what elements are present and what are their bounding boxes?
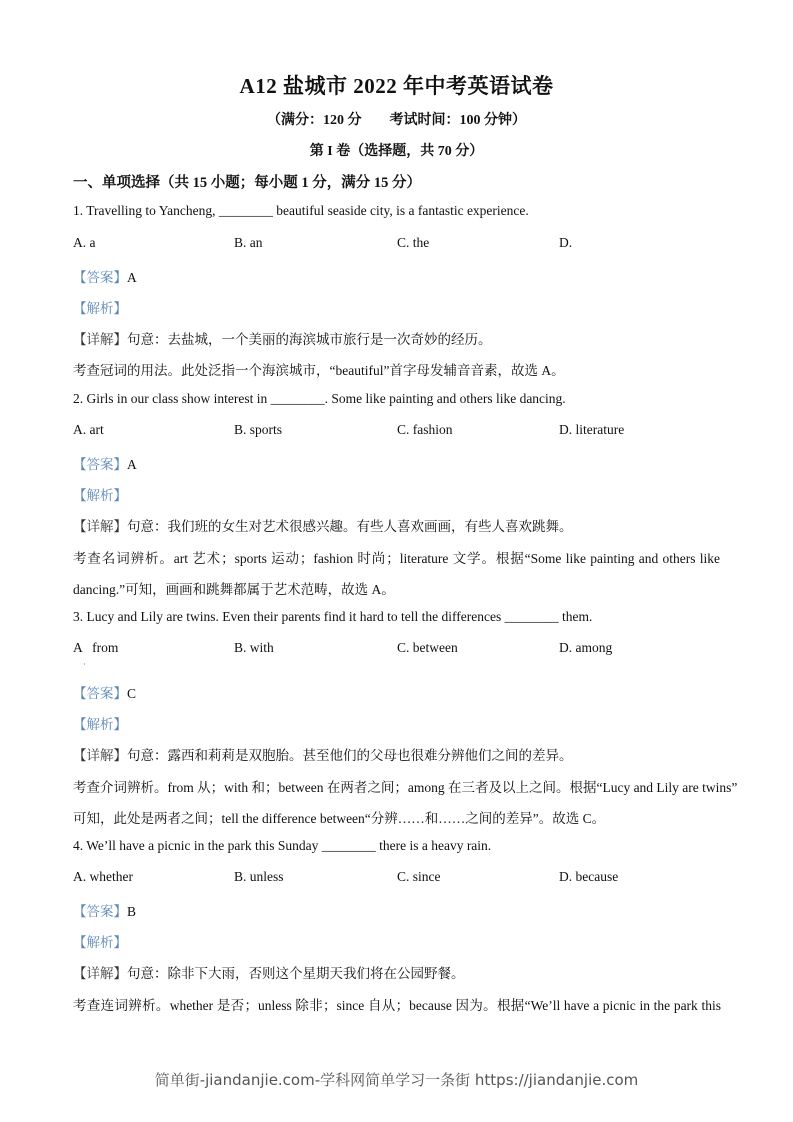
detail-text: 句意：去盐城，一个美丽的海滨城市旅行是一次奇妙的经历。 bbox=[127, 332, 492, 347]
question-1-detail bbox=[73, 328, 492, 348]
option-d: D. among bbox=[559, 640, 613, 655]
option-a: A. art bbox=[73, 422, 104, 437]
question-2-stem: 2. Girls in our class show interest in ________. Some like painting and others like dancing. bbox=[73, 391, 566, 406]
explanation-text: 考查介词辨析。from 从；with 和；between 在两者之间；among 在三者及以上之间。根据“Lucy and Lily are twins” bbox=[73, 780, 738, 795]
question-4-answer bbox=[73, 900, 136, 920]
question-2-answer bbox=[73, 453, 137, 473]
part-heading: 第 I 卷（选择题，共 70 分） bbox=[309, 144, 484, 159]
page-title: A12 盐城市 2022 年中考英语试卷 bbox=[239, 74, 554, 98]
exam-time: 考试时间：100 分钟） bbox=[389, 113, 526, 128]
stray-dot: · bbox=[83, 660, 86, 669]
option-d: D. literature bbox=[559, 422, 625, 437]
question-2-detail bbox=[73, 515, 573, 535]
detail-label: 【详解】 bbox=[73, 519, 127, 534]
section-heading: 一、单项选择（共 15 小题；每小题 1 分，满分 15 分） bbox=[73, 175, 421, 191]
answer-label: 【答案】 bbox=[73, 904, 127, 919]
question-1-stem: 1. Travelling to Yancheng, ________ beautiful seaside city, is a fantastic experience. bbox=[73, 203, 529, 218]
option-b: B. unless bbox=[234, 869, 284, 884]
question-3-answer bbox=[73, 682, 136, 702]
detail-text: 句意：露西和莉莉是双胞胎。甚至他们的父母也很难分辨他们之间的差异。 bbox=[127, 748, 573, 763]
question-3-options bbox=[73, 640, 733, 658]
question-1-answer bbox=[73, 266, 137, 286]
option-c: C. between bbox=[397, 640, 458, 655]
answer-value: C bbox=[127, 686, 137, 701]
explanation-text: 考查连词辨析。whether 是否；unless 除非；since 自从；because 因为。根据“We’ll have a picnic in the park this bbox=[73, 998, 721, 1013]
option-b: B. sports bbox=[234, 422, 283, 437]
full-score: （满分：120 分 bbox=[267, 113, 362, 128]
option-a: A. a bbox=[73, 235, 96, 250]
question-2-options bbox=[73, 422, 733, 440]
explanation-text: 考查名词辨析。art 艺术；sports 运动；fashion 时尚；literature 文学。根据“Some like painting and others like bbox=[73, 551, 720, 566]
detail-text: 句意：我们班的女生对艺术很感兴趣。有些人喜欢画画，有些人喜欢跳舞。 bbox=[127, 519, 573, 534]
question-4-options bbox=[73, 869, 733, 887]
option-c: C. the bbox=[397, 235, 430, 250]
option-d: D. because bbox=[559, 869, 619, 884]
option-b: B. an bbox=[234, 235, 263, 250]
question-2-explanation-line-1 bbox=[73, 547, 720, 567]
detail-label: 【详解】 bbox=[73, 966, 127, 981]
answer-label: 【答案】 bbox=[73, 457, 127, 472]
question-3-analysis-label: 【解析】 bbox=[73, 717, 127, 732]
question-3-explanation-line-1 bbox=[73, 776, 738, 796]
answer-label: 【答案】 bbox=[73, 270, 127, 285]
question-1-analysis-label: 【解析】 bbox=[73, 301, 127, 316]
question-4-analysis-label: 【解析】 bbox=[73, 935, 127, 950]
option-c: C. fashion bbox=[397, 422, 453, 437]
question-3-stem: 3. Lucy and Lily are twins. Even their parents find it hard to tell the differences ________ them. bbox=[73, 609, 593, 624]
option-d: D. bbox=[559, 235, 573, 250]
detail-text: 句意：除非下大雨，否则这个星期天我们将在公园野餐。 bbox=[127, 966, 465, 981]
question-4-stem: 4. We’ll have a picnic in the park this Sunday ________ there is a heavy rain. bbox=[73, 838, 492, 853]
detail-label: 【详解】 bbox=[73, 748, 127, 763]
answer-value: A bbox=[127, 270, 137, 285]
answer-value: B bbox=[127, 904, 137, 919]
answer-label: 【答案】 bbox=[73, 686, 127, 701]
watermark-footer: 简单街-jiandanjie.com-学科网简单学习一条街 https://jiandanjie.com bbox=[154, 1071, 639, 1089]
question-4-detail bbox=[73, 962, 465, 982]
option-a: A from bbox=[73, 640, 119, 655]
question-1-options bbox=[73, 235, 733, 253]
question-2-explanation-line-2: dancing.”可知，画画和跳舞都属于艺术范畴，故选 A。 bbox=[73, 582, 395, 597]
answer-value: A bbox=[127, 457, 137, 472]
question-2-analysis-label: 【解析】 bbox=[73, 488, 127, 503]
question-1-explanation: 考查冠词的用法。此处泛指一个海滨城市，“beautiful”首字母发辅音音素，故选 A。 bbox=[73, 363, 565, 378]
option-c: C. since bbox=[397, 869, 441, 884]
question-4-explanation-line-1 bbox=[73, 994, 721, 1014]
option-a: A. whether bbox=[73, 869, 133, 884]
exam-meta bbox=[0, 109, 793, 129]
option-b: B. with bbox=[234, 640, 274, 655]
question-3-detail bbox=[73, 744, 573, 764]
question-3-explanation-line-2: 可知，此处是两者之间；tell the difference between“分辨……和……之间的差异”。故选 C。 bbox=[73, 811, 606, 826]
detail-label: 【详解】 bbox=[73, 332, 127, 347]
